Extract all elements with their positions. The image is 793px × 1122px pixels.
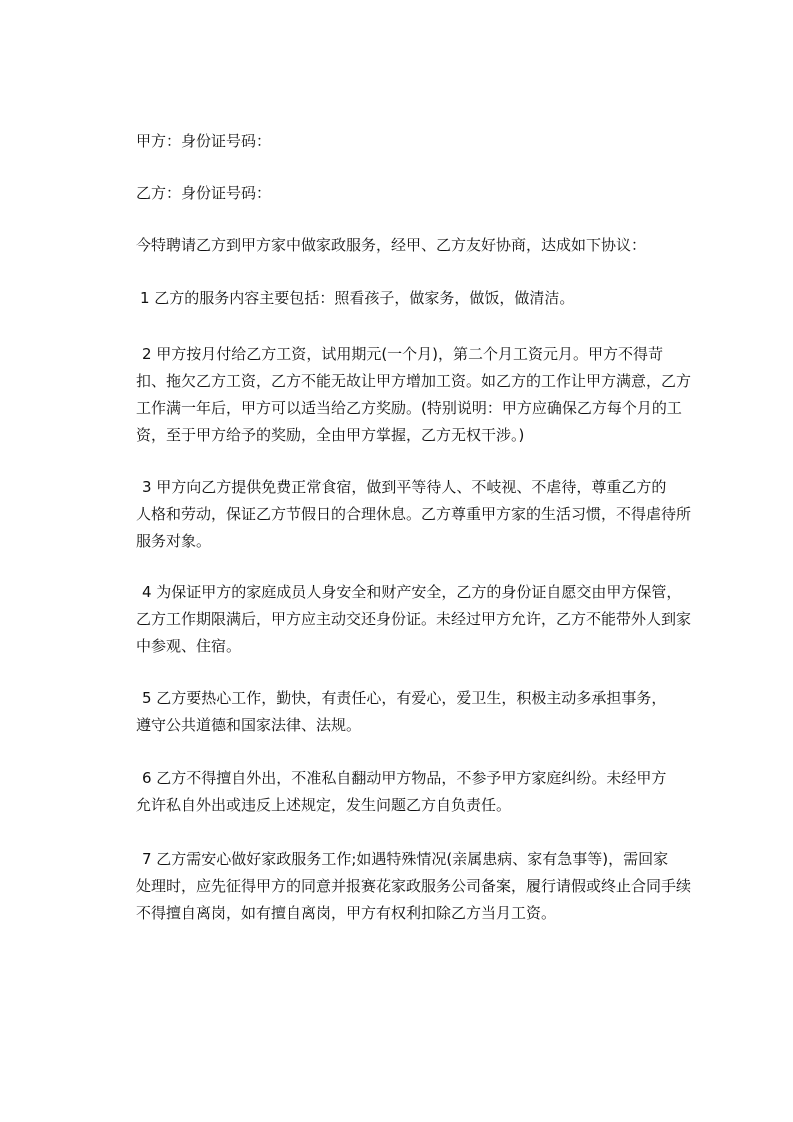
clause-line: 5 乙方要热心工作，勤快，有责任心，有爱心，爱卫生，积极主动多承担事务， <box>142 689 667 707</box>
clause-line: 允许私自外出或违反上述规定，发生问题乙方自负责任。 <box>136 796 512 814</box>
clause-line: 工作满一年后，甲方可以适当给乙方奖励。(特别说明：甲方应确保乙方每个月的工 <box>136 399 682 417</box>
clause-line: 1 乙方的服务内容主要包括：照看孩子，做家务，做饭，做清洁。 <box>140 289 575 307</box>
clause-line: 人格和劳动，保证乙方节假日的合理休息。乙方尊重甲方家的生活习惯，不得虐待所 <box>136 505 692 523</box>
clause-line: 7 乙方需安心做好家政服务工作;如遇特殊情况(亲属患病、家有急事等)，需回家 <box>142 850 669 868</box>
clause-line: 3 甲方向乙方提供免费正常食宿，做到平等待人、不岐视、不虐待，尊重乙方的 <box>142 478 667 496</box>
clause-line: 不得擅自离岗，如有擅自离岗，甲方有权利扣除乙方当月工资。 <box>136 904 557 922</box>
clause-1 <box>140 285 700 312</box>
clause-line: 服务对象。 <box>136 532 212 550</box>
clause-5 <box>136 685 702 739</box>
clause-3 <box>136 474 702 555</box>
clause-line: 中参观、住宿。 <box>136 637 242 655</box>
clause-line: 资，至于甲方给予的奖励，全由甲方掌握，乙方无权干涉。) <box>136 426 525 444</box>
clause-6 <box>136 765 702 819</box>
clause-line: 遵守公共道德和国家法律、法规。 <box>136 716 362 734</box>
clause-line: 乙方工作期限满后，甲方应主动交还身份证。未经过甲方允许，乙方不能带外人到家 <box>136 610 692 628</box>
party-a-line: 甲方：身份证号码： <box>136 132 272 150</box>
clause-7 <box>136 846 702 927</box>
clause-line: 2 甲方按月付给乙方工资，试用期元(一个月)，第二个月工资元月。甲方不得苛 <box>142 345 664 363</box>
clause-line: 4 为保证甲方的家庭成员人身安全和财产安全，乙方的身份证自愿交由甲方保管， <box>142 583 682 601</box>
clause-line: 扣、拖欠乙方工资，乙方不能无故让甲方增加工资。如乙方的工作让甲方满意，乙方 <box>136 372 692 390</box>
clause-line: 6 乙方不得擅自外出，不准私自翻动甲方物品，不参予甲方家庭纠纷。未经甲方 <box>142 769 667 787</box>
clause-4 <box>136 579 702 660</box>
intro-paragraph: 今特聘请乙方到甲方家中做家政服务，经甲、乙方友好协商，达成如下协议： <box>136 236 647 254</box>
party-b-line: 乙方：身份证号码： <box>136 184 272 202</box>
clause-line: 处理时，应先征得甲方的同意并报赛花家政服务公司备案，履行请假或终止合同手续 <box>136 877 692 895</box>
clause-2 <box>136 341 702 449</box>
